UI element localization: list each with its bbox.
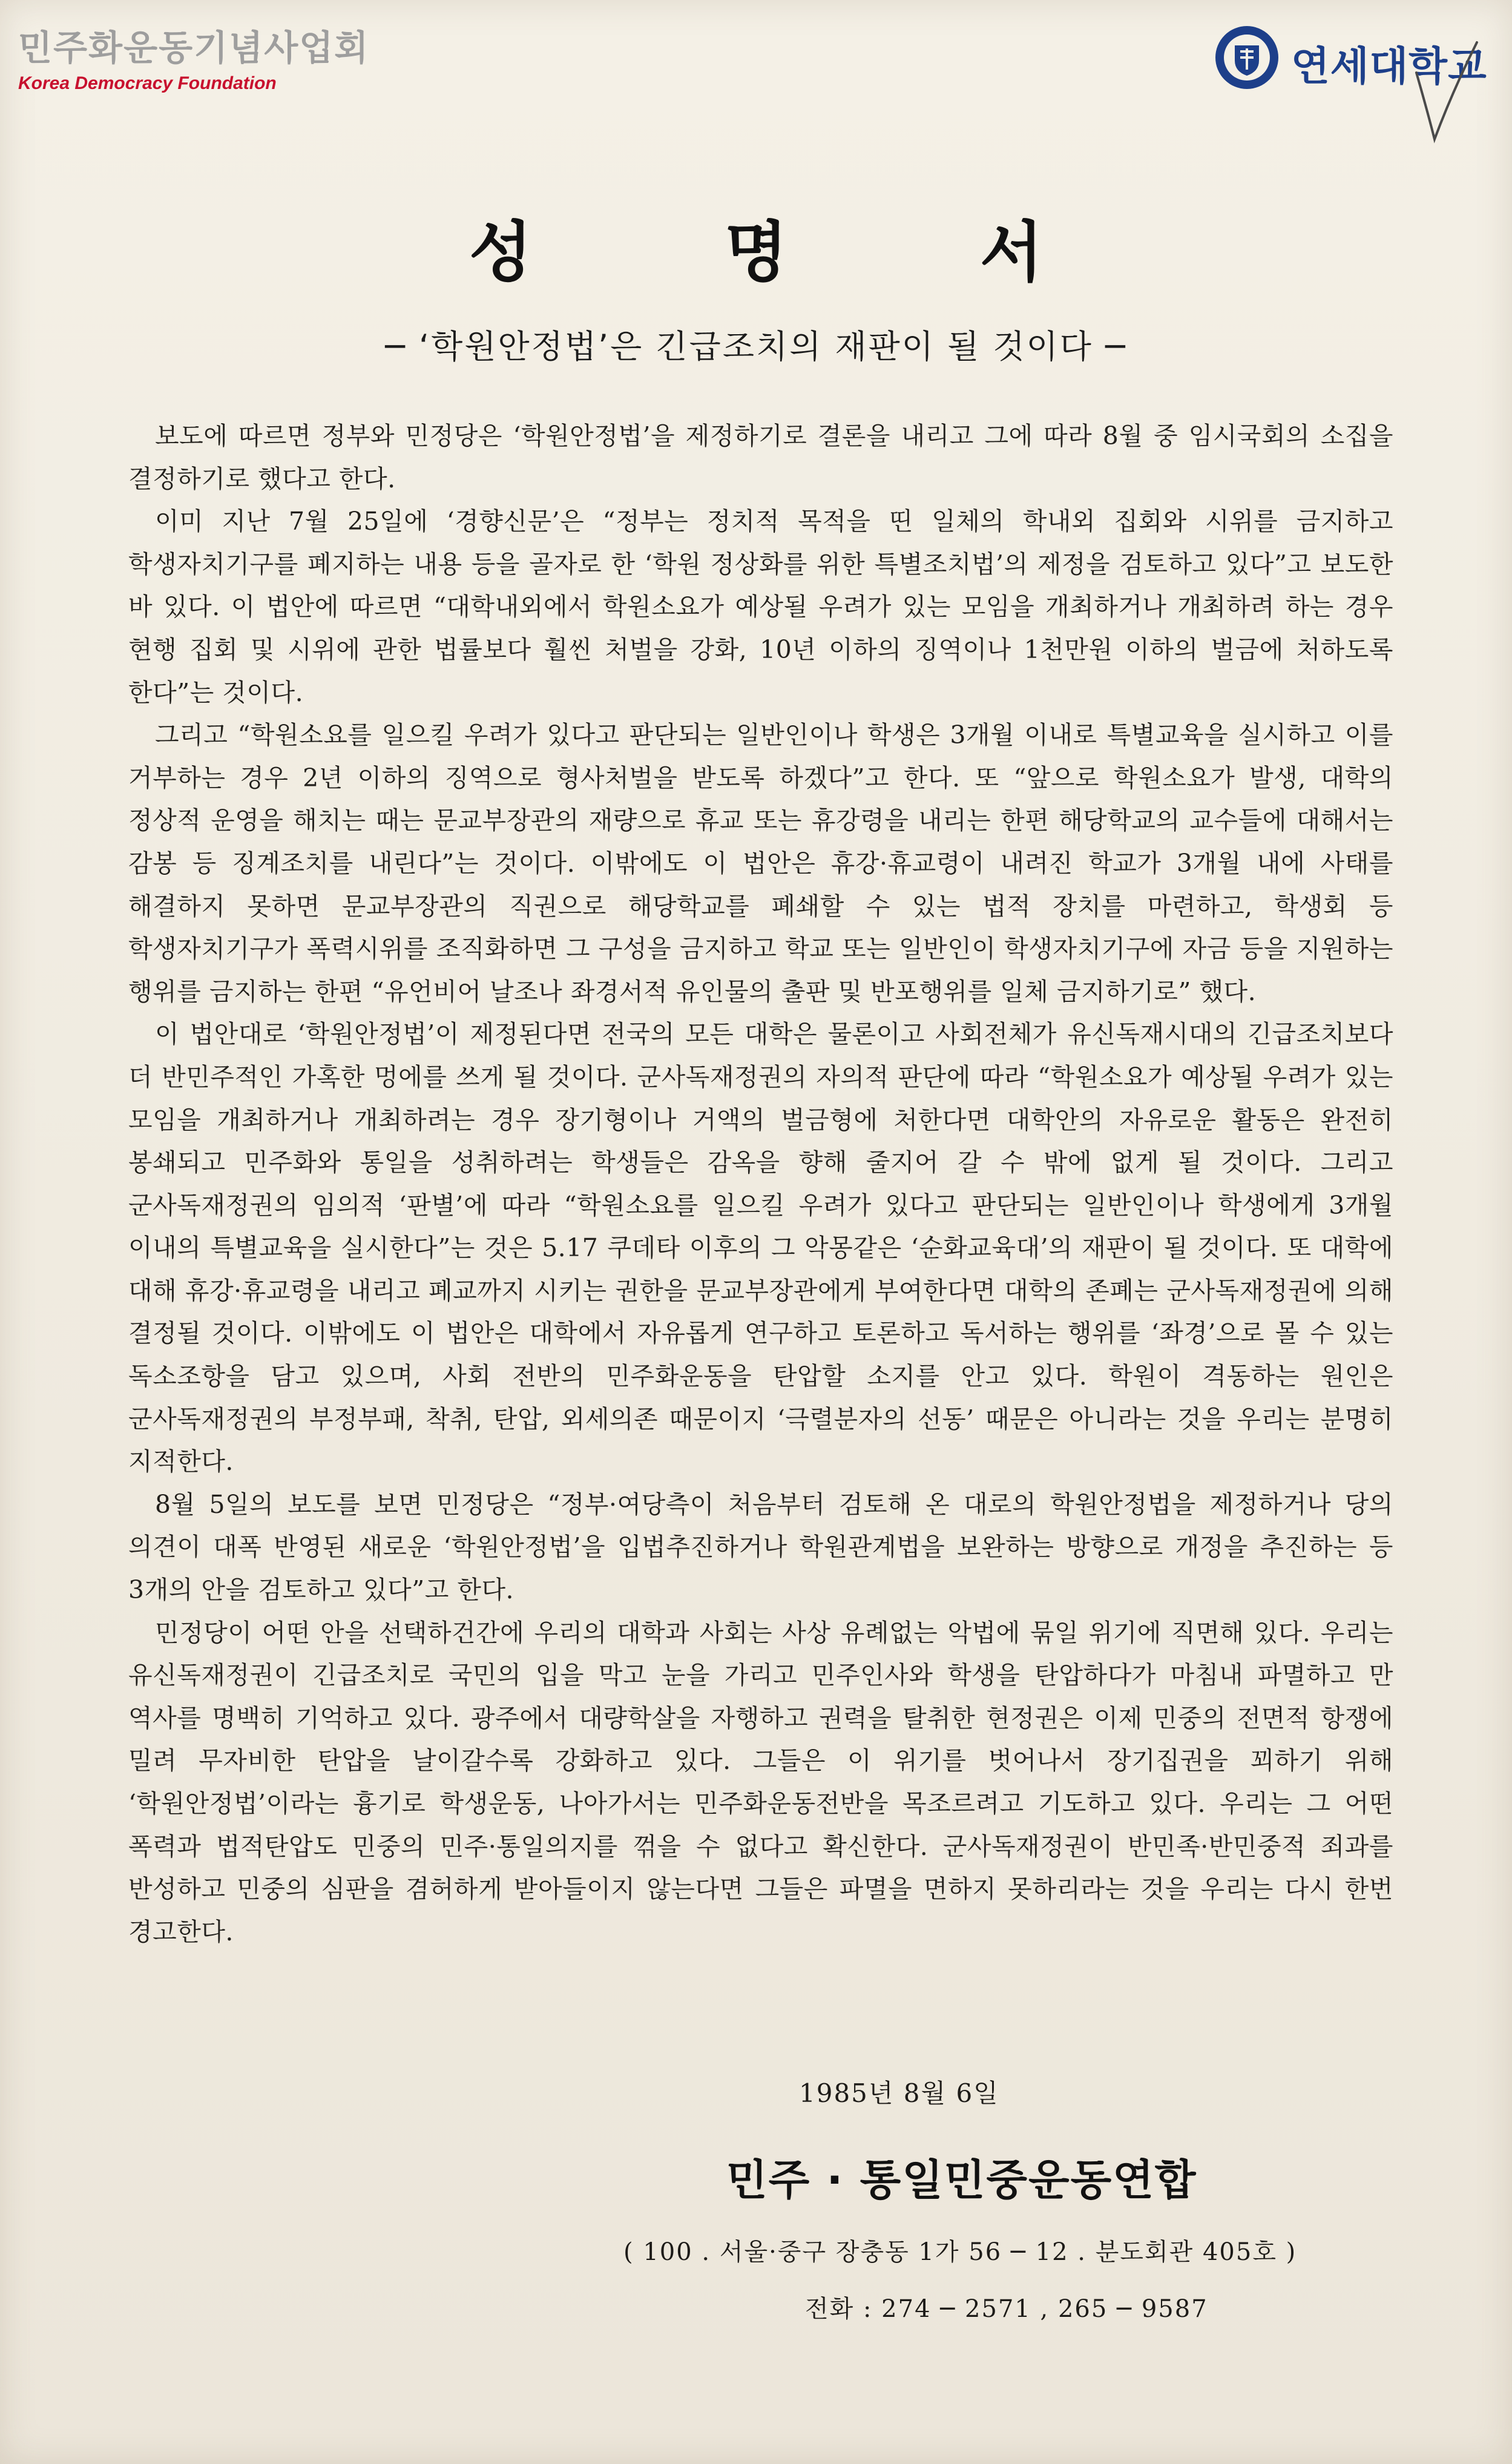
yonsei-name: 연세대학교 xyxy=(1291,43,1487,90)
document-body xyxy=(128,415,1393,1953)
statement-date: 1985년 8월 6일 xyxy=(799,2078,999,2108)
paragraph: 이미 지난 7월 25일에 ‘경향신문’은 “정부는 정치적 목적을 띤 일체의 학내외 집회와 시위를 금지하고 학생자치기구를 폐지하는 내용 등을 골자로 한 ‘학원 정상화를 위한 특별조치법’의 제정을 검토하고 있다”고 보도한 바 있다. 이 법안에 따르면 “대학내외에서 학원소요가 예상될 우려가 있는 모임을 개최하거나 개최하려 하는 경우 현행 집회 및 시위에 관한 법률보다 훨씬 처벌을 강화, 10년 이하의 징역이나 1천만원 이하의 벌금에 처하도록 한다”는 것이다. xyxy=(128,507,1393,707)
kdf-logo-english: Korea Democracy Foundation xyxy=(18,73,277,93)
yonsei-seal-icon xyxy=(1214,24,1280,91)
handwritten-check-icon xyxy=(1410,36,1483,145)
paragraph: 민정당이 어떤 안을 선택하건간에 우리의 대학과 사회는 사상 유례없는 악법에 묶일 위기에 직면해 있다. 우리는 유신독재정권이 긴급조치로 국민의 입을 막고 눈을 가리고 민주인사와 학생을 탄압하다가 마침내 파멸하고 만 역사를 명백히 기억하고 있다. 광주에서 대량학살을 자행하고 권력을 탈취한 현정권은 이제 민중의 전면적 항쟁에 밀려 무자비한 탄압을 날이갈수록 강화하고 있다. 그들은 이 위기를 벗어나서 장기집권을 꾀하기 위해 ‘학원안정법’이라는 흉기로 학생운동, 나아가서는 민주화운동전반을 목조르려고 기도하고 있다. 우리는 그 어떤 폭력과 법적탄압도 민중의 민주·통일의지를 꺾을 수 없다고 확신한다. 군사독재정권이 반민족·반민중적 죄과를 반성하고 민중의 심판을 겸허하게 받아들이지 않는다면 그들은 파멸을 면하지 못하리라는 것을 우리는 다시 한번 경고한다. xyxy=(128,1618,1393,1946)
paragraph: 이 법안대로 ‘학원안정법’이 제정된다면 전국의 모든 대학은 물론이고 사회전체가 유신독재시대의 긴급조치보다 더 반민주적인 가혹한 멍에를 쓰게 될 것이다. 군사독재정권의 자의적 판단에 따라 “학원소요가 예상될 우려가 있는 모임을 개최하거나 개최하려는 경우 장기형이나 거액의 벌금형에 처한다면 대학안의 자유로운 활동은 완전히 봉쇄되고 민주화와 통일을 성취하려는 학생들은 감옥을 향해 줄지어 갈 수 밖에 없게 될 것이다. 그리고 군사독재정권의 임의적 ‘판별’에 따라 “학원소요를 일으킬 우려가 있다고 판단되는 일반인이나 학생에게 3개월 이내의 특별교육을 실시한다”는 것은 5.17 쿠데타 이후의 그 악몽같은 ‘순화교육대’의 재판이 될 것이다. 또 대학에 대해 휴강·휴교령을 내리고 폐교까지 시키는 권한을 문교부장관에게 부여한다면 대학의 존폐는 군사독재정권에 의해 결정될 것이다. 이밖에도 이 법안은 대학에서 자유롭게 연구하고 토론하고 독서하는 행위를 ‘좌경’으로 몰 수 있는 독소조항을 담고 있으며, 사회 전반의 민주화운동을 탄압할 소지를 안고 있다. 학원이 격동하는 원인은 군사독재정권의 부정부패, 착취, 탄압, 외세의존 때문이지 ‘극렬분자의 선동’ 때문은 아니라는 것을 우리는 분명히 지적한다. xyxy=(128,1020,1394,1477)
kdf-logo xyxy=(18,27,369,96)
document-title: 성 명 서 xyxy=(468,214,1128,291)
paragraph: 8월 5일의 보도를 보면 민정당은 “정부·여당측이 처음부터 검토해 온 대로의 학원안정법을 제정하거나 당의 의견이 대폭 반영된 새로운 ‘학원안정법’을 입법추진하거나 학원관계법을 보완하는 방향으로 개정을 추진하는 등 3개의 안을 검토하고 있다”고 한다. xyxy=(128,1489,1393,1605)
paragraph: 그리고 “학원소요를 일으킬 우려가 있다고 판단되는 일반인이나 학생은 3개월 이내로 특별교육을 실시하고 이를 거부하는 경우 2년 이하의 징역으로 형사처벌을 받도록 하겠다”고 한다. 또 “앞으로 학원소요가 발생, 대학의 정상적 운영을 해치는 때는 문교부장관의 재량으로 휴교 또는 휴강령을 내리는 한편 해당학교의 교수들에 대해서는 감봉 등 징계조치를 내린다”는 것이다. 이밖에도 이 법안은 휴강·휴교령이 내려진 학교가 3개월 내에 사태를 해결하지 못하면 문교부장관의 직권으로 해당학교를 폐쇄할 수 있는 법적 장치를 마련하고, 학생회 등 학생자치기구가 폭력시위를 조직화하면 그 구성을 금지하고 학교 또는 일반인이 학생자치기구에 자금 등을 지원하는 행위를 금지하는 한편 “유언비어 날조나 좌경서적 유인물의 출판 및 반포행위를 일체 금지하기로” 했다. xyxy=(128,720,1393,1006)
issuing-organization: 민주 · 통일민중운동연합 xyxy=(726,2155,1197,2205)
organization-phone: 전화 : 274 ─ 2571 , 265 ─ 9587 xyxy=(805,2295,1208,2323)
document-subtitle: ─ ‘학원안정법’은 긴급조치의 재판이 될 것이다 ─ xyxy=(385,328,1127,366)
organization-address: ( 100 . 서울·중구 장충동 1가 56 ─ 12 . 분도회관 405호 ) xyxy=(623,2238,1297,2266)
kdf-logo-korean: 민주화운동기념사업회 xyxy=(18,27,370,68)
paragraph: 보도에 따르면 정부와 민정당은 ‘학원안정법’을 제정하기로 결론을 내리고 그에 따라 8월 중 임시국회의 소집을 결정하기로 했다고 한다. xyxy=(128,421,1393,493)
